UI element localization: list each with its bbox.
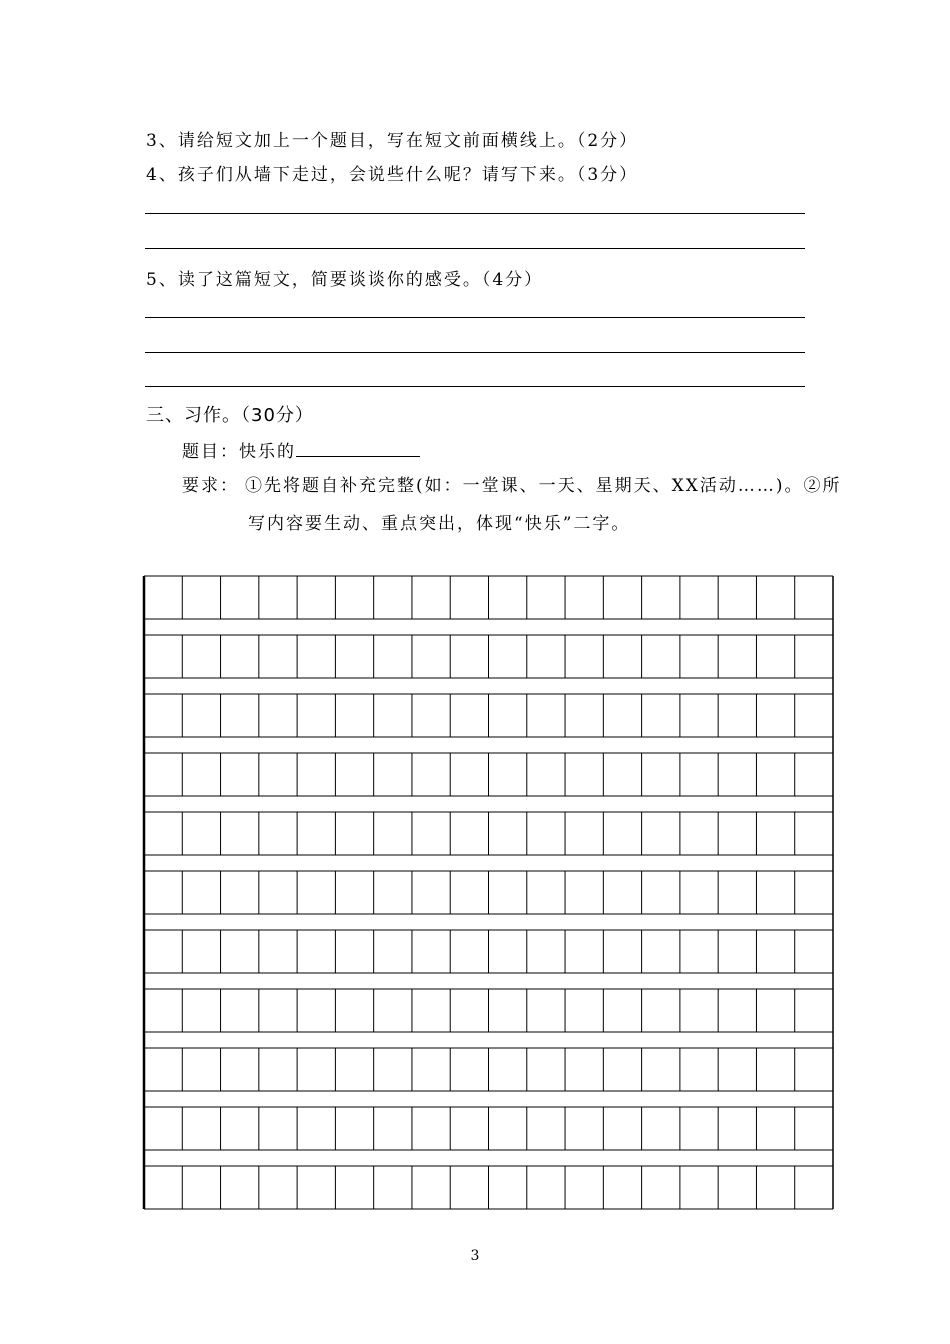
question-5: 5、读了这篇短文，简要谈谈你的感受。（4分） bbox=[146, 270, 544, 290]
question-4: 4、孩子们从墙下走过，会说些什么呢？请写下来。（3分） bbox=[146, 165, 639, 185]
requirements-text-1: ①先将题自补充完整(如：一堂课、一天、星期天、XX活动……)。②所 bbox=[245, 476, 842, 496]
question-3: 3、请给短文加上一个题目，写在短文前面横线上。（2分） bbox=[146, 131, 639, 151]
requirements-line-2: 写内容要生动、重点突出，体现“快乐”二字。 bbox=[248, 514, 631, 534]
requirements-label: 要求： bbox=[182, 476, 239, 496]
page-number: 3 bbox=[470, 1248, 480, 1264]
essay-title-label: 题目：快乐的 bbox=[182, 442, 296, 462]
section-heading: 三、习作。（30分） bbox=[146, 405, 314, 426]
